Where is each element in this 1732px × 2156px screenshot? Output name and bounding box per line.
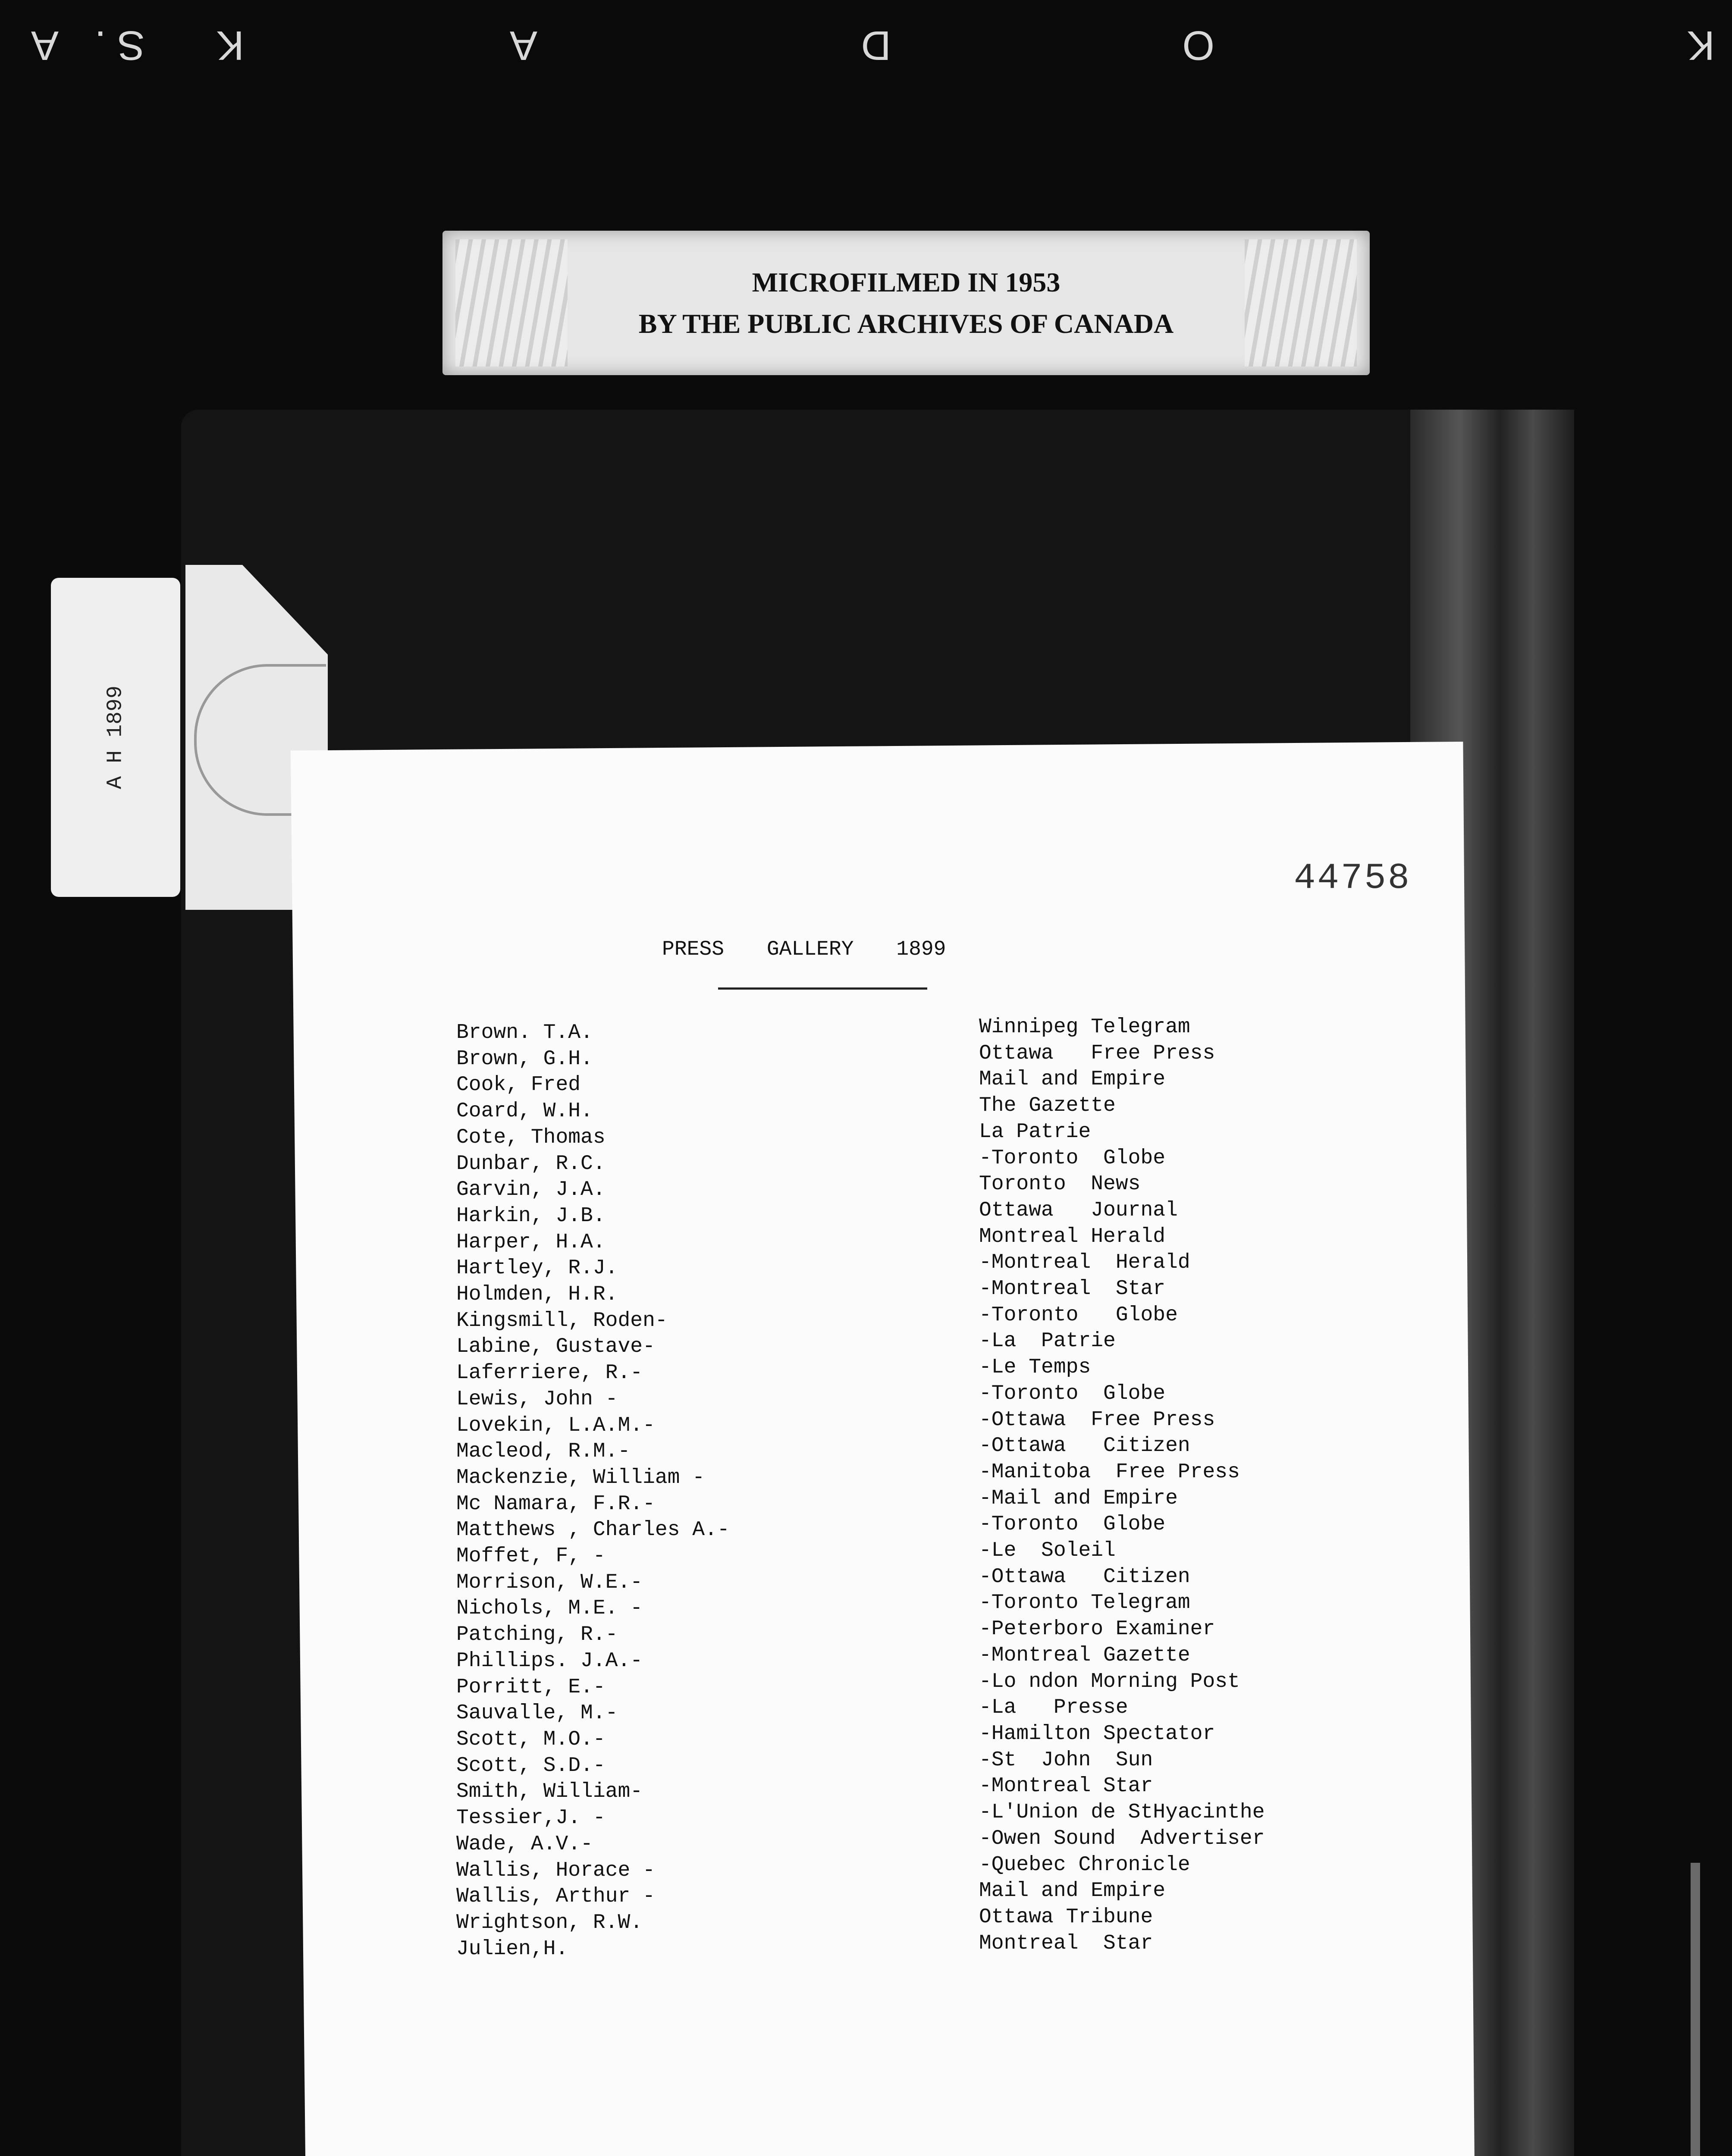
document-number: 44758 bbox=[1294, 858, 1412, 899]
entry-newspaper: -Montreal Gazette bbox=[979, 1643, 1190, 1667]
heading-underline bbox=[718, 987, 927, 990]
entry-name: Coard, W.H. bbox=[456, 1100, 593, 1123]
banner-line-2: BY THE PUBLIC ARCHIVES OF CANADA bbox=[638, 308, 1174, 339]
entry-name: Brown, G.H. bbox=[456, 1047, 593, 1071]
entry-name: Morrison, W.E.- bbox=[456, 1570, 643, 1594]
entry-name: Cote, Thomas bbox=[456, 1125, 606, 1149]
entry-name: Labine, Gustave- bbox=[456, 1335, 655, 1359]
entry-name: Holmden, H.R. bbox=[456, 1283, 618, 1307]
film-edge-marking bbox=[0, 13, 1732, 73]
entry-newspaper: -Mail and Empire bbox=[979, 1486, 1178, 1510]
entry-newspaper: -L'Union de StHyacinthe bbox=[979, 1801, 1265, 1824]
entry-newspaper: -Ottawa Citizen bbox=[979, 1565, 1190, 1589]
entry-name: Patching, R.- bbox=[456, 1623, 618, 1647]
entry-name: Lewis, John - bbox=[456, 1387, 618, 1411]
film-strip-top bbox=[0, 0, 1732, 86]
entry-name: Harper, H.A. bbox=[456, 1230, 606, 1254]
entry-newspaper: -St John Sun bbox=[979, 1748, 1153, 1772]
entry-name: Kingsmill, Roden- bbox=[456, 1309, 668, 1332]
film-letter: S bbox=[117, 22, 145, 69]
entry-name: Porritt, E.- bbox=[456, 1675, 606, 1699]
entry-newspaper: -La Presse bbox=[979, 1696, 1128, 1720]
entry-name: Wrightson, R.W. bbox=[456, 1911, 643, 1934]
entry-newspaper: -La Patrie bbox=[979, 1329, 1116, 1353]
entry-name: Brown. T.A. bbox=[456, 1021, 593, 1044]
entry-newspaper: Montreal Herald bbox=[979, 1225, 1166, 1248]
entry-name: Tessier,J. - bbox=[456, 1806, 606, 1830]
entry-name: Hartley, R.J. bbox=[456, 1257, 618, 1280]
entry-name: Julien,H. bbox=[456, 1937, 568, 1961]
film-letter: O bbox=[1182, 22, 1214, 69]
entry-name: Wade, A.V.- bbox=[456, 1832, 593, 1856]
document-heading: PRESS GALLERY 1899 bbox=[662, 938, 946, 961]
entry-name: Mc Namara, F.R.- bbox=[456, 1492, 655, 1516]
entry-newspaper: -Manitoba Free Press bbox=[979, 1460, 1240, 1484]
entry-newspaper: Ottawa Free Press bbox=[979, 1041, 1215, 1065]
entry-newspaper: La Patrie bbox=[979, 1120, 1091, 1144]
entry-name: Laferriere, R.- bbox=[456, 1361, 643, 1385]
folder-label-tab bbox=[51, 578, 180, 897]
entry-newspaper: Mail and Empire bbox=[979, 1879, 1166, 1903]
entry-name: Matthews , Charles A.- bbox=[456, 1518, 730, 1542]
entry-name: Harkin, J.B. bbox=[456, 1204, 606, 1228]
entry-newspaper: Winnipeg Telegram bbox=[979, 1015, 1190, 1039]
entry-newspaper: -Hamilton Spectator bbox=[979, 1722, 1215, 1745]
entry-newspaper: Toronto News bbox=[979, 1172, 1141, 1196]
newspaper-column bbox=[979, 1014, 1265, 1956]
banner-line-1: MICROFILMED IN 1953 bbox=[752, 266, 1061, 298]
entry-newspaper: Ottawa Tribune bbox=[979, 1905, 1153, 1929]
film-letter: . bbox=[94, 22, 106, 69]
film-letter: A bbox=[31, 22, 59, 69]
entry-name: Macleod, R.M.- bbox=[456, 1440, 631, 1463]
entry-newspaper: -Toronto Globe bbox=[979, 1303, 1178, 1327]
entry-name: Wallis, Arthur - bbox=[456, 1885, 655, 1908]
entry-name: Scott, M.O.- bbox=[456, 1727, 606, 1751]
entry-name: Nichols, M.E. - bbox=[456, 1597, 643, 1620]
entry-newspaper: -Montreal Herald bbox=[979, 1251, 1190, 1275]
name-column bbox=[456, 1020, 730, 1962]
entry-newspaper: -Toronto Globe bbox=[979, 1146, 1166, 1170]
entry-name: Dunbar, R.C. bbox=[456, 1152, 606, 1175]
microfilm-banner bbox=[442, 231, 1370, 375]
entry-name: Mackenzie, William - bbox=[456, 1466, 705, 1489]
entry-newspaper: -Quebec Chronicle bbox=[979, 1853, 1190, 1877]
banner-tear-right bbox=[1245, 239, 1357, 367]
entry-name: Sauvalle, M.- bbox=[456, 1702, 618, 1725]
entry-newspaper: -Lo ndon Morning Post bbox=[979, 1670, 1240, 1693]
entry-newspaper: -Ottawa Citizen bbox=[979, 1434, 1190, 1458]
entry-name: Smith, William- bbox=[456, 1780, 643, 1804]
entry-newspaper: -Owen Sound Advertiser bbox=[979, 1827, 1265, 1850]
film-letter: K bbox=[1687, 22, 1715, 69]
film-letter: A bbox=[509, 22, 537, 69]
entry-newspaper: -Montreal Star bbox=[979, 1277, 1166, 1301]
entry-name: Scott, S.D.- bbox=[456, 1754, 606, 1777]
film-letter: D bbox=[861, 22, 891, 69]
entry-newspaper: Ottawa Journal bbox=[979, 1198, 1178, 1222]
entry-newspaper: The Gazette bbox=[979, 1094, 1116, 1118]
entry-newspaper: -Ottawa Free Press bbox=[979, 1408, 1215, 1432]
entry-newspaper: -Peterboro Examiner bbox=[979, 1617, 1215, 1641]
folder-label-text: A H 1899 bbox=[103, 685, 128, 790]
entry-newspaper: -Toronto Telegram bbox=[979, 1591, 1190, 1615]
entry-newspaper: -Montreal Star bbox=[979, 1774, 1153, 1798]
entry-newspaper: -Toronto Globe bbox=[979, 1382, 1166, 1405]
entry-name: Wallis, Horace - bbox=[456, 1858, 655, 1882]
entry-newspaper: -Le Temps bbox=[979, 1356, 1091, 1379]
entry-name: Garvin, J.A. bbox=[456, 1178, 606, 1202]
entry-newspaper: Mail and Empire bbox=[979, 1068, 1166, 1091]
entry-newspaper: -Le Soleil bbox=[979, 1539, 1116, 1563]
entry-name: Cook, Fred bbox=[456, 1073, 581, 1097]
entry-name: Lovekin, L.A.M.- bbox=[456, 1413, 655, 1437]
entry-name: Moffet, F, - bbox=[456, 1545, 606, 1568]
entry-newspaper: -Toronto Globe bbox=[979, 1513, 1166, 1536]
entry-newspaper: Montreal Star bbox=[979, 1931, 1153, 1955]
entry-name: Phillips. J.A.- bbox=[456, 1649, 643, 1673]
film-edge-right bbox=[1691, 1863, 1700, 2156]
film-letter: K bbox=[216, 22, 244, 69]
banner-tear-left bbox=[455, 239, 568, 367]
